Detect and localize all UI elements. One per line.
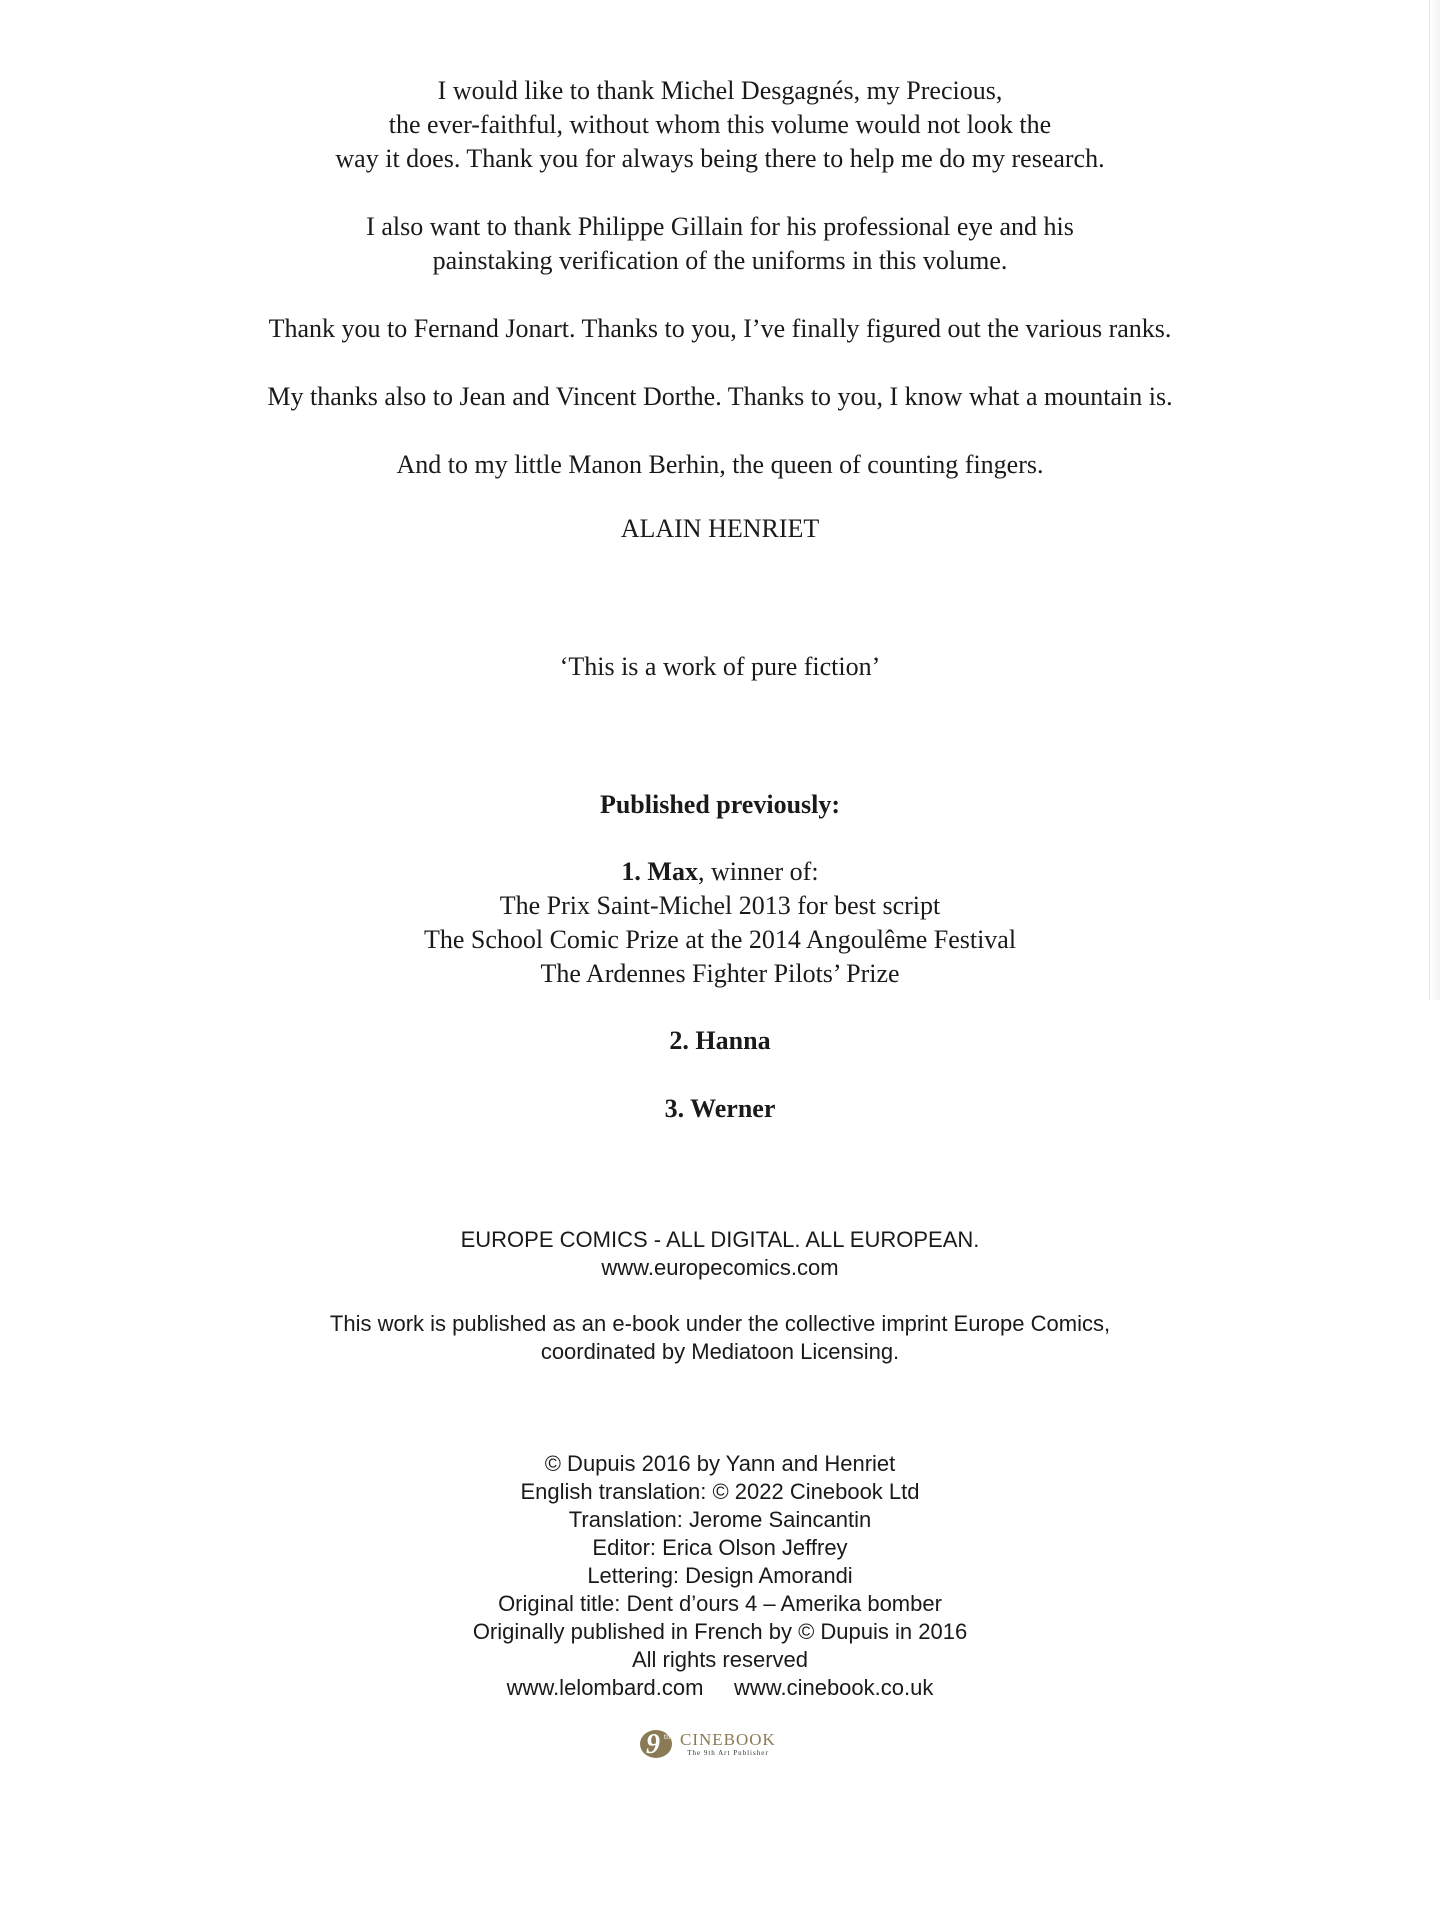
ack-line: I would like to thank Michel Desgagnés, my Precious, (437, 76, 1003, 105)
ack-line: the ever-faithful, without whom this volume would not look the (388, 110, 1052, 139)
previous-book-3 (0, 1092, 1440, 1126)
ack-line: painstaking verification of the uniforms in this volume. (432, 246, 1008, 275)
heading-text: Published previously: (599, 790, 841, 819)
book-1-title: 1. Max (621, 857, 698, 886)
book-3-title: 3. Werner (664, 1094, 776, 1123)
lettering-line: Lettering: Design Amorandi (587, 1563, 853, 1588)
published-previously-heading (0, 788, 1440, 822)
logo-name: CINEBOOK (680, 1730, 776, 1749)
europe-comics-slogan: EUROPE COMICS - ALL DIGITAL. ALL EUROPEAN. (460, 1227, 980, 1252)
original-title-line: Original title: Dent d’ours 4 – Amerika bomber (498, 1591, 942, 1616)
acknowledgements (0, 74, 1440, 516)
imprint-line: coordinated by Mediatoon Licensing. (540, 1339, 900, 1364)
websites-line: www.lelombard.com www.cinebook.co.uk (506, 1675, 934, 1700)
ack-line: And to my little Manon Berhin, the queen of counting fingers. (396, 450, 1044, 479)
legal-credits (0, 1450, 1440, 1702)
previous-book-1 (0, 855, 1440, 991)
ack-line: My thanks also to Jean and Vincent Dorthe. Thanks to you, I know what a mountain is. (267, 382, 1173, 411)
fiction-note: ‘This is a work of pure fiction’ (559, 652, 881, 681)
award-line: The School Comic Prize at the 2014 Angoulême Festival (423, 925, 1017, 954)
ack-line: Thank you to Fernand Jonart. Thanks to you, I’ve finally figured out the various ranks. (268, 314, 1172, 343)
ack-paragraph-5 (0, 448, 1440, 482)
editor-line: Editor: Erica Olson Jeffrey (592, 1535, 848, 1560)
book-1-suffix: , winner of: (697, 857, 819, 886)
book-1-title-line (0, 855, 1440, 889)
ack-paragraph-1 (0, 74, 1440, 176)
logo-mark-number: 9 (646, 1729, 660, 1760)
ack-paragraph-3 (0, 312, 1440, 346)
logo-text (680, 1731, 776, 1757)
ack-paragraph-2 (0, 210, 1440, 278)
imprint-notice (0, 1310, 1440, 1366)
logo-tagline: The 9th Art Publisher (687, 1749, 769, 1757)
ack-paragraph-4 (0, 380, 1440, 414)
europe-comics-website: www.europecomics.com (601, 1255, 839, 1280)
cinebook-logo (638, 1724, 802, 1764)
imprint-line: This work is published as an e-book under the collective imprint Europe Comics, (329, 1311, 1111, 1336)
award-line: The Ardennes Fighter Pilots’ Prize (540, 959, 900, 988)
award-line: The Prix Saint-Michel 2013 for best script (499, 891, 941, 920)
translator-line: Translation: Jerome Saincantin (568, 1507, 872, 1532)
cinebook-9th-icon (638, 1726, 678, 1762)
copyright-line: © Dupuis 2016 by Yann and Henriet (544, 1451, 896, 1476)
english-translation-line: English translation: © 2022 Cinebook Ltd (520, 1479, 920, 1504)
rights-line: All rights reserved (631, 1647, 809, 1672)
logo-mark-suffix: th (663, 1732, 671, 1741)
original-publication-line: Originally published in French by © Dupuis in 2016 (472, 1619, 968, 1644)
author-signature: ALAIN HENRIET (620, 514, 820, 543)
book-2-title: 2. Hanna (669, 1026, 771, 1055)
previous-book-2 (0, 1024, 1440, 1058)
ack-line: I also want to thank Philippe Gillain for his professional eye and his (366, 212, 1074, 241)
ack-line: way it does. Thank you for always being there to help me do my research. (335, 144, 1105, 173)
europe-comics-block (0, 1226, 1440, 1282)
